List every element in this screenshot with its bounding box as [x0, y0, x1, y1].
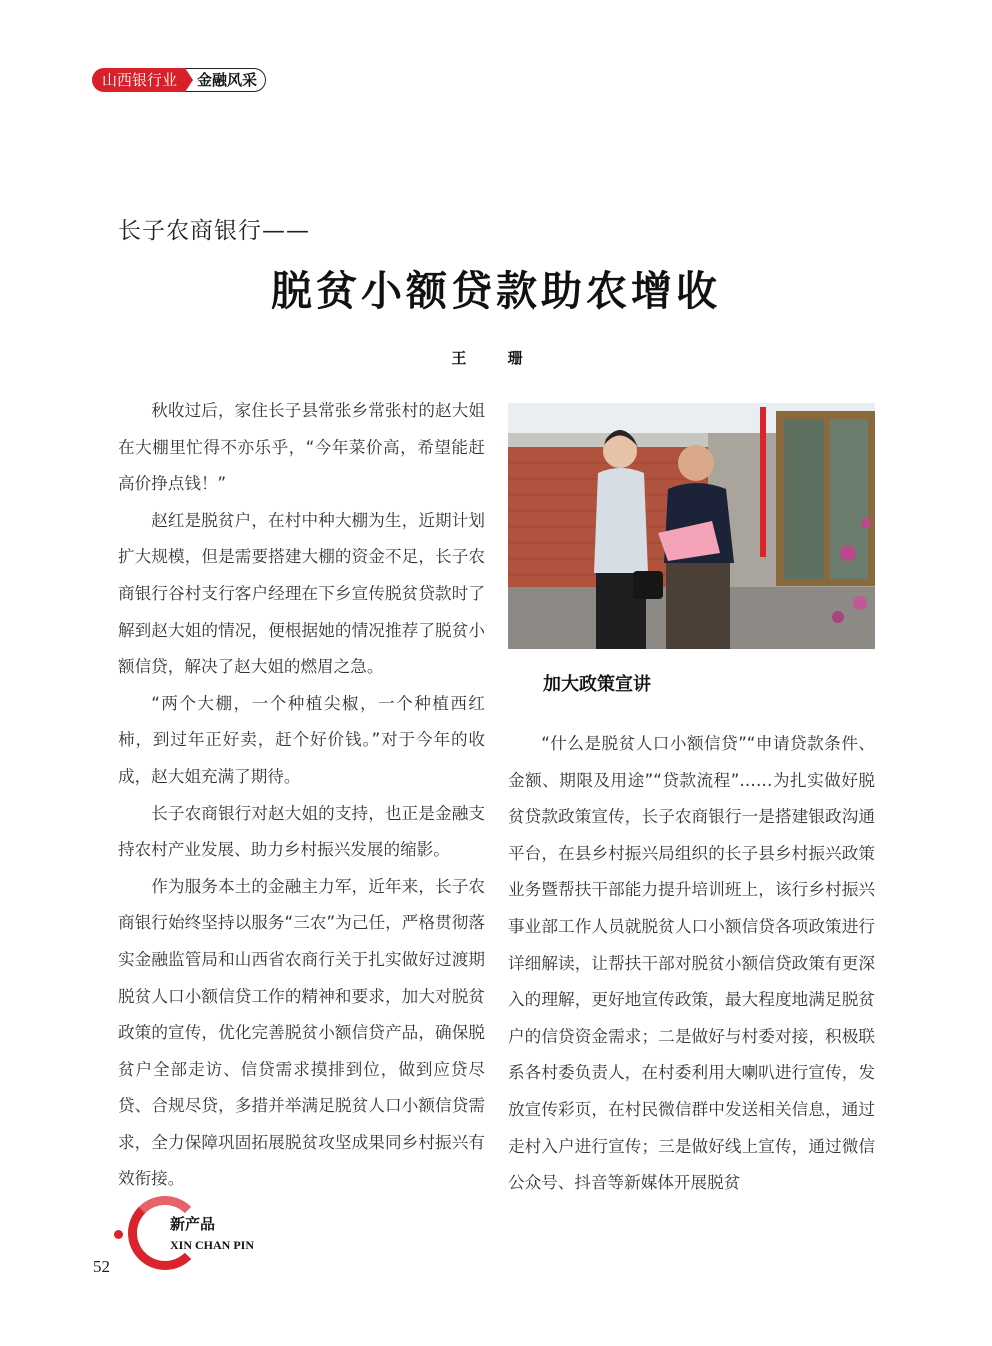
section-label: 山西银行业 [92, 68, 185, 92]
paragraph: 长子农商银行对赵大姐的支持，也正是金融支持农村产业发展、助力乡村振兴发展的缩影。 [118, 803, 485, 860]
magazine-name-cn: 新产品 [170, 1215, 216, 1233]
paragraph: 作为服务本土的金融主力军，近年来，长子农商银行始终坚持以服务“三农”为己任，严格贯彻落实金融监管局和山西省农商行关于扎实做好过渡期脱贫人口小额信贷工作的精神和要求，加大对脱贫政策的宣传，优化完善脱贫小额信贷产品，确保脱贫户全部走访、信贷需求摸排到位，做到应贷尽贷、合规尽贷，多措并举满足脱贫人口小额信贷需求，全力保障巩固拓展脱贫攻坚成果同乡村振兴有效衔接。 [118, 876, 485, 1189]
footer-dot-decoration [114, 1230, 123, 1239]
paragraph: “两个大棚，一个种植尖椒，一个种植西红柿，到过年正好卖，赶个好价钱。”对于今年的收成，赵大姐充满了期待。 [118, 693, 485, 786]
article-title: 脱贫小额贷款助农增收 [271, 267, 721, 315]
right-column [508, 726, 875, 1202]
paragraph: 赵红是脱贫户，在村中种大棚为生，近期计划扩大规模，但是需要搭建大棚的资金不足，长子农商银行谷村支行客户经理在下乡宣传脱贫贷款时了解到赵大姐的情况，便根据她的情况推荐了脱贫小额信贷，解决了赵大姐的燃眉之急。 [118, 510, 485, 677]
section-subheading: 加大政策宣讲 [543, 674, 651, 695]
left-column [118, 393, 485, 1198]
article-photo [508, 403, 875, 649]
paragraph: 秋收过后，家住长子县常张乡常张村的赵大姐在大棚里忙得不亦乐乎，“今年菜价高，希望能赶高价挣点钱！” [118, 401, 485, 494]
section-header [92, 66, 266, 94]
article-author: 王 珊 [451, 349, 541, 367]
page-number: 52 [93, 1257, 110, 1276]
column-label: 金融风采 [185, 68, 266, 92]
magazine-name-en: XIN CHAN PIN [170, 1238, 254, 1252]
paragraph: “什么是脱贫人口小额信贷”“申请贷款条件、金额、期限及用途”“贷款流程”……为扎实做好脱贫贷款政策宣传，长子农商银行一是搭建银政沟通平台，在县乡村振兴局组织的长子县乡村振兴政策业务暨帮扶干部能力提升培训班上，该行乡村振兴事业部工作人员就脱贫人口小额信贷各项政策进行详细解读，让帮扶干部对脱贫小额信贷政策有更深入的理解，更好地宣传政策，最大程度地满足脱贫户的信贷资金需求；二是做好与村委对接，积极联系各村委负责人，在村委利用大喇叭进行宣传，发放宣传彩页，在村民微信群中发送相关信息，通过走村入户进行宣传；三是做好线上宣传，通过微信公众号、抖音等新媒体开展脱贫 [508, 734, 875, 1193]
article-kicker: 长子农商银行—— [118, 218, 310, 244]
